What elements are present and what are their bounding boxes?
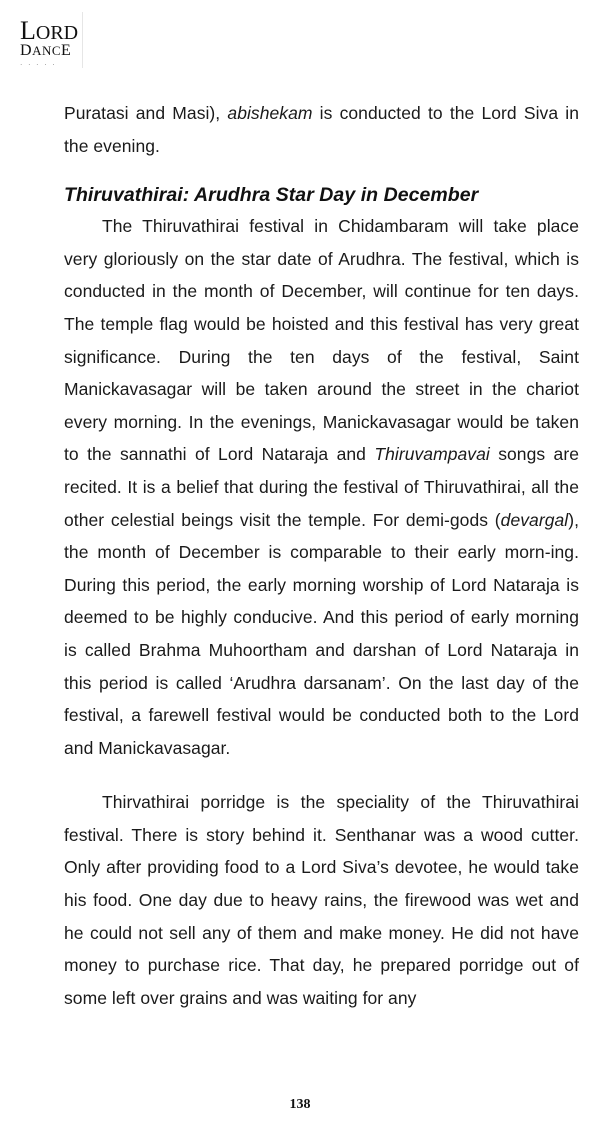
- italic-term: Thiruvampavai: [374, 444, 490, 465]
- logo-letter-l: L: [20, 16, 36, 45]
- logo-letter-d: D: [20, 42, 33, 59]
- text-run: The Thiruvathirai festival in Chidambaram will take place very gloriously on the star date of Arudhra. The festival, which is conducted in the month of December, will continue for ten days. The temple flag would be hoisted and this festival has very great significance. During the ten days of the festival, Saint Manickavasagar will be taken around the street in the chariot every morning. In the evenings, Manickavasagar would be taken to the sannathi of Lord Nataraja and: [64, 216, 579, 465]
- logo-letter-e: E: [61, 42, 72, 59]
- header-divider: [82, 12, 83, 68]
- text-run: songs are recited. It is a belief that during the festival of Thiruvathirai, all the other celestial beings visit the temple. For demi-gods (: [64, 444, 579, 530]
- logo-letters-ord: ORD: [35, 22, 79, 44]
- logo-letters-an: AN: [32, 43, 52, 58]
- text-run: ), the month of December is comparable to their early morn-ing. During this period, the early morning worship of Lord Nataraja is deemed to be highly conducive. And this period of early morning is called Brahma Muhoortham and darshan of Lord Nataraja in this period is called ‘Arudhra darsanam’. On the last day of the festival, a farewell festival would be conducted both to the Lord and Manickavasagar.: [64, 509, 579, 758]
- logo-dots-decoration: · · · · ·: [20, 61, 57, 69]
- logo-line-lord: [20, 18, 90, 44]
- paragraph-porridge: Thirvathirai porridge is the speciality of the Thiruvathirai festival. There is story behind it. Senthanar was a wood cutter. Only after providing food to a Lord Siva’s devotee, he would take his food. One day due to heavy rains, the firewood was wet and he could not sell any of them and make money. He did not have money to purchase rice. That day, he prepared porridge out of some left over grains and was waiting for any: [64, 792, 579, 1008]
- paragraph-festival: [64, 210, 579, 764]
- page-number: 138: [289, 1097, 311, 1112]
- book-logo: [20, 18, 90, 69]
- italic-term: devargal: [500, 509, 569, 530]
- logo-line-dance: [20, 43, 90, 59]
- logo-letter-c: C: [51, 43, 62, 58]
- italic-term: abishekam: [227, 103, 313, 123]
- paragraph-continuation: [64, 97, 579, 162]
- text-run: is conducted to the Lord Siva in the evening.: [64, 103, 579, 156]
- page-body: [64, 97, 579, 1014]
- text-run: Puratasi and Masi),: [64, 103, 228, 123]
- section-heading: Thiruvathirai: Arudhra Star Day in December: [64, 184, 479, 207]
